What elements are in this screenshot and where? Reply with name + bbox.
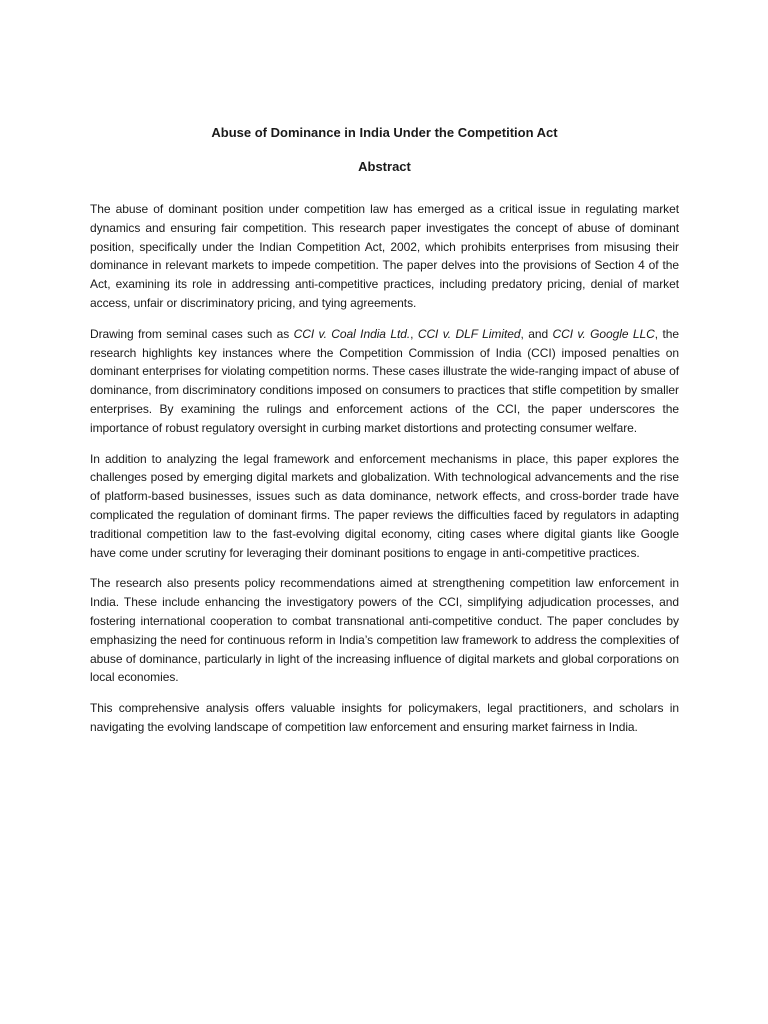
abstract-paragraph-1: The abuse of dominant position under competition law has emerged as a critical issue in regulating market dynamics and ensuring fair competition. This research paper investigates the concept of abuse of dominant position, specifically under the Indian Competition Act, 2002, which prohibits enterprises from misusing their dominance in relevant markets to impede competition. The paper delves into the provisions of Section 4 of the Act, examining its role in addressing anti-competitive practices, including predatory pricing, denial of market access, unfair or discriminatory pricing, and tying agreements. [90,202,679,310]
paragraph-lead: Drawing from seminal cases such as [90,326,294,341]
case-citation-coal-india: CCI v. Coal India Ltd. [293,326,411,341]
citation-separator: , and [520,326,553,341]
abstract-heading: Abstract [358,159,411,174]
abstract-paragraph-2 [90,325,679,438]
abstract-paragraph-3: In addition to analyzing the legal framework and enforcement mechanisms in place, this paper explores the challenges posed by emerging digital markets and globalization. With technological advancements and the rise of platform-based businesses, issues such as data dominance, network effects, and cross-border trade have complicated the regulation of dominant firms. The paper reviews the difficulties faced by regulators in adapting traditional competition law to the fast-evolving digital economy, citing cases where digital giants like Google have come under scrutiny for leveraging their dominant positions to engage in anti-competitive practices. [90,451,679,560]
abstract-paragraph-4: The research also presents policy recommendations aimed at strengthening competition law enforcement in India. These include enhancing the investigatory powers of the CCI, simplifying adjudication processes, and fostering international cooperation to combat transnational anti-competitive conduct. The paper concludes by emphasizing the need for continuous reform in India’s competition law framework to address the complexities of abuse of dominance, particularly in light of the increasing influence of digital markets and global corporations on local economies. [90,576,679,685]
case-citation-dlf: CCI v. DLF Limited [417,326,521,341]
abstract-paragraph-5: This comprehensive analysis offers valuable insights for policymakers, legal practitioners, and scholars in navigating the evolving landscape of competition law enforcement and ensuring market fairness in India. [90,701,679,734]
paragraph-rest: , the research highlights key instances where the Competition Commission of India (CCI) imposed penalties on dominant enterprises for violating competition norms. These cases illustrate the wide-ranging impact of abuse of dominance, from discriminatory conditions imposed on consumers to practices that stifle competition by smaller enterprises. By examining the rulings and enforcement actions of the CCI, the paper underscores the importance of robust regulatory oversight in curbing market distortions and protecting consumer welfare. [90,326,679,435]
case-citation-google: CCI v. Google LLC [552,326,655,341]
paper-title: Abuse of Dominance in India Under the Competition Act [211,125,558,140]
document-page [90,124,679,737]
citation-separator: , [410,326,418,341]
